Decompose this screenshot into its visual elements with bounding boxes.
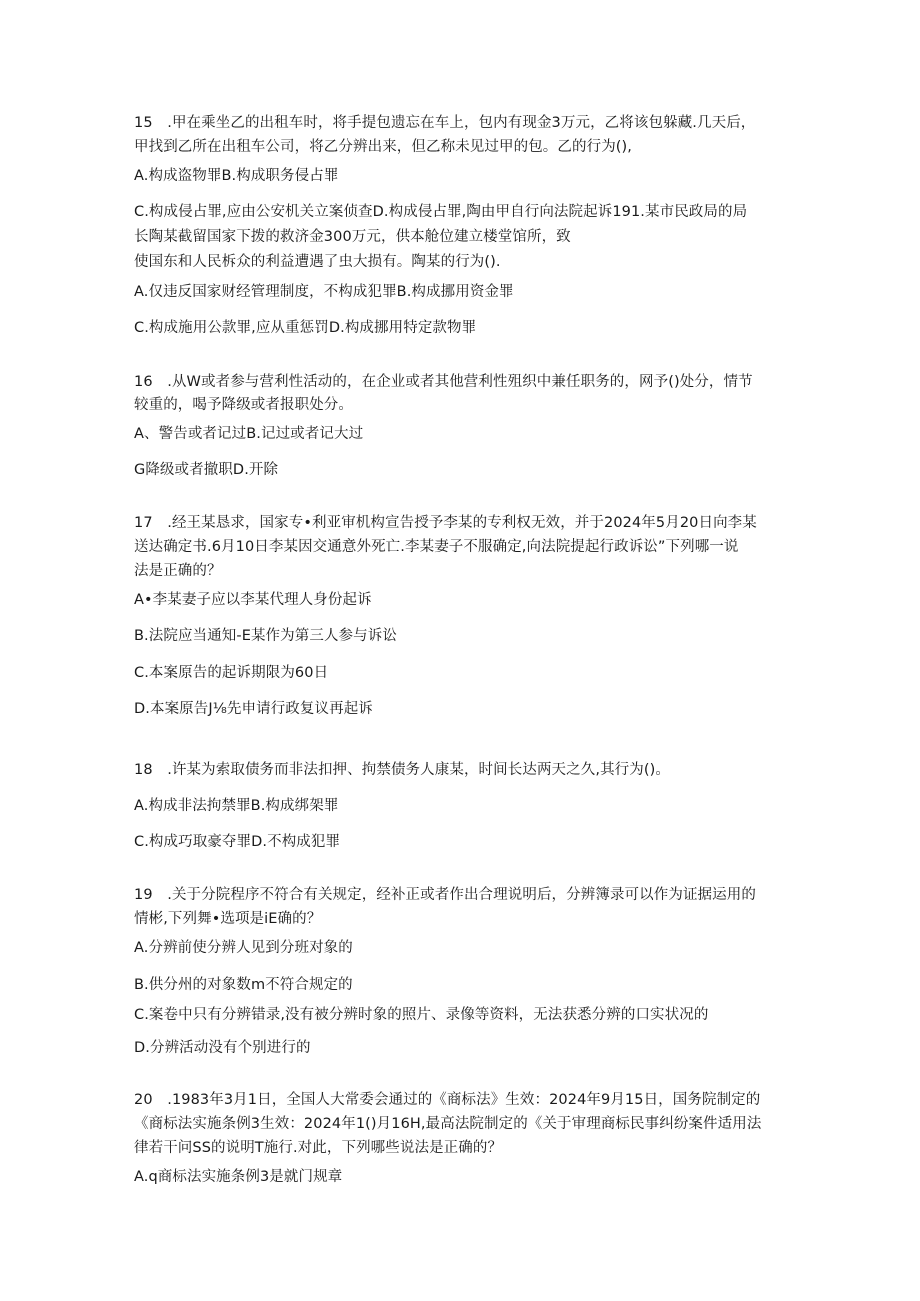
- q19-option-b: B.供分州的对象数m不符合规定的: [134, 977, 353, 993]
- q19-option-c: C.案卷中只有分辨错录,没有被分辨时象的照片、录像等资料，无法获悉分辨的口实状况的: [134, 1007, 709, 1023]
- q19-stem-line-2: 情彬,下列舞•选项是iE确的？: [134, 911, 322, 927]
- q15-options-cd-line-2: 长陶某截留国家下拨的救济金300万元，供本舱位建立楼堂馆所，致: [134, 229, 571, 245]
- q17-option-c: C.本案原告的起诉期限为60日: [134, 665, 329, 681]
- q18-options-ab: A.构成非法拘禁罪B.构成绑架罪: [134, 798, 339, 814]
- q17-stem-line-3: 法是正确的？: [134, 563, 222, 579]
- q19-option-d: D.分辨活动没有个别进行的: [134, 1040, 311, 1056]
- q17-stem-line-2: 送达确定书.6月10日李某因交通意外死亡.李某妻子不服确定,向法院提起行政诉讼”下列哪一说: [134, 539, 739, 555]
- q20-stem-line-1: 20 .1983年3月1日，全国人大常委会通过的《商标法》生效：2024年9月15日，国务院制定的: [134, 1092, 761, 1108]
- q16-stem-line-1: 16 .从W或者参与营利性活动的，在企业或者其他营利性殂织中兼任职务的，网予()处分，情节: [134, 374, 753, 390]
- q15-stem-line-2: 甲找到乙所在出租车公司，将乙分辨出来，但乙称未见过甲的包。乙的行为(),: [134, 139, 633, 155]
- q16-options-cd: G降级或者撤职D.开除: [134, 462, 279, 478]
- q20-stem-line-3: 律若干问SS的说明T施行.对此，下列哪些说法是正确的？: [134, 1140, 503, 1156]
- q15-stem-line-1: 15 .甲在乘坐乙的出租车时，将手提包遗忘在车上，包内有现金3万元，乙将该包躲藏.几天后，: [134, 115, 756, 131]
- q19-stem-line-1: 19 .关于分院程序不符合有关规定，经补正或者作出合理说明后，分辨簿录可以作为证据运用的: [134, 887, 756, 903]
- q18-options-cd: C.构成巧取豪夺罪D.不构成犯罪: [134, 834, 341, 850]
- q16-options-ab: A、警告或者记过B.记过或者记大过: [134, 426, 364, 442]
- q15b-options-cd: C.构成施用公款罪,应从重惩罚D.构成挪用特定款物罪: [134, 320, 477, 336]
- q17-option-a: A•李某妻子应以李某代理人身份起诉: [134, 592, 372, 608]
- q15-options-cd-line-3: 使国东和人民柝众的利益遭遇了虫大损有。陶某的行为().: [134, 254, 501, 270]
- q20-option-a: A.q商标法实施条例3是就门规章: [134, 1169, 343, 1185]
- q17-option-d: D.本案原告J⅛先申请行政复议再起诉: [134, 701, 373, 717]
- q19-option-a: A.分辨前使分辨人见到分班对象的: [134, 940, 353, 956]
- q20-stem-line-2: 《商标法实施条例3生效：2024年1()月16H,最高法院制定的《关于审理商标民事纠纷案件适用法: [134, 1116, 762, 1132]
- q17-option-b: B.法院应当通知-E某作为第三人参与诉讼: [134, 628, 397, 644]
- q18-stem: 18 .许某为索取债务而非法扣押、拘禁债务人康某，时间长达两天之久,其行为()。: [134, 762, 670, 778]
- q17-stem-line-1: 17 .经王某恳求，国家专•利亚审机构宣告授予李某的专利权无效，并于2024年5月20日向李某: [134, 515, 757, 531]
- q15-options-cd-line-1: C.构成侵占罪,应由公安机关立案侦查D.构成侵占罪,陶由甲自行向法院起诉191.某市民政局的局: [134, 204, 748, 220]
- q16-stem-line-2: 较重的，喝予降级或者报职处分。: [134, 397, 353, 413]
- q15b-options-ab: A.仅违反国家财经管理制度，不构成犯罪B.构成挪用资金罪: [134, 284, 514, 300]
- q15-options-ab: A.构成盗物罪B.构成职务侵占罪: [134, 168, 339, 184]
